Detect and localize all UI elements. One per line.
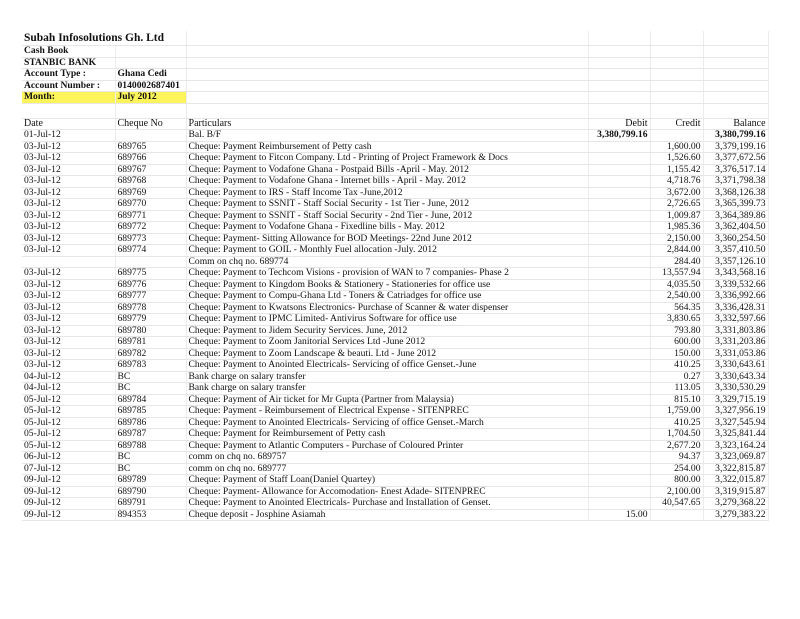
cell-debit — [588, 233, 650, 245]
cell-date: 03-Jul-12 — [22, 222, 115, 234]
cell-date: 05-Jul-12 — [22, 417, 115, 429]
cell-cheque-no: 689790 — [115, 486, 186, 498]
cell-credit — [650, 130, 703, 142]
cell-balance: 3,279,368.22 — [703, 498, 768, 510]
cell-cheque-no: 689787 — [115, 429, 186, 441]
cell-debit — [588, 279, 650, 291]
cell-date: 03-Jul-12 — [22, 302, 115, 314]
table-row — [22, 417, 768, 429]
cell-credit: 2,150.00 — [650, 233, 703, 245]
cell-date: 03-Jul-12 — [22, 314, 115, 326]
cell-debit — [588, 486, 650, 498]
table-row — [22, 360, 768, 372]
cell-cheque-no: 689766 — [115, 153, 186, 165]
table-row — [22, 394, 768, 406]
cell-debit — [588, 245, 650, 257]
table-row — [22, 187, 768, 199]
column-header-debit: Debit — [588, 118, 650, 130]
cell-date: 05-Jul-12 — [22, 406, 115, 418]
cell-credit: 1,759.00 — [650, 406, 703, 418]
cell-debit — [588, 210, 650, 222]
cell-credit: 254.00 — [650, 463, 703, 475]
transaction-rows — [22, 130, 768, 521]
cell-date: 07-Jul-12 — [22, 463, 115, 475]
cell-particulars: Cheque: Payment to Vodafone Ghana - Postpaid Bills -April - May. 2012 — [186, 164, 588, 176]
column-header-cheque: Cheque No — [115, 118, 186, 130]
cell-credit: 2,844.00 — [650, 245, 703, 257]
cell-balance: 3,322,015.87 — [703, 475, 768, 487]
cell-cheque-no: 689782 — [115, 348, 186, 360]
cell-balance: 3,331,053.86 — [703, 348, 768, 360]
cash-book-table — [22, 31, 769, 521]
cell-debit — [588, 302, 650, 314]
cell-particulars: Cheque: Payment to Vodafone Ghana - Fixedline bills - May. 2012 — [186, 222, 588, 234]
cell-particulars: Cheque: Payment to Compu-Ghana Ltd - Toners & Catriadges for office use — [186, 291, 588, 303]
cell-debit — [588, 440, 650, 452]
cell-balance: 3,371,798.38 — [703, 176, 768, 188]
column-header-credit: Credit — [650, 118, 703, 130]
cell-particulars: Cheque: Payment to Zoom Landscape & beauti. Ltd - June 2012 — [186, 348, 588, 360]
cell-cheque-no: 689771 — [115, 210, 186, 222]
cell-credit: 1,704.50 — [650, 429, 703, 441]
cell-credit: 793.80 — [650, 325, 703, 337]
cell-credit: 1,600.00 — [650, 141, 703, 153]
table-row — [22, 509, 768, 521]
cell-date: 03-Jul-12 — [22, 210, 115, 222]
table-row — [22, 291, 768, 303]
cell-cheque-no: 689780 — [115, 325, 186, 337]
cell-cheque-no: 689786 — [115, 417, 186, 429]
table-row — [22, 176, 768, 188]
table-row — [22, 164, 768, 176]
cell-particulars: Cheque: Payment to Anointed Electricals- Servicing of office Genset.-March — [186, 417, 588, 429]
cell-particulars: Cheque: Payment to GOIL - Monthly Fuel allocation -July. 2012 — [186, 245, 588, 257]
cell-cheque-no: 689778 — [115, 302, 186, 314]
cell-balance: 3,368,126.38 — [703, 187, 768, 199]
cell-credit: 815.10 — [650, 394, 703, 406]
cell-credit: 2,100.00 — [650, 486, 703, 498]
cell-cheque-no: 689767 — [115, 164, 186, 176]
cell-cheque-no: 689768 — [115, 176, 186, 188]
cell-date: 03-Jul-12 — [22, 360, 115, 372]
cell-cheque-no — [115, 130, 186, 142]
cell-debit — [588, 383, 650, 395]
cell-credit: 1,009.87 — [650, 210, 703, 222]
cell-cheque-no — [115, 256, 186, 268]
cell-cheque-no: 689774 — [115, 245, 186, 257]
cell-credit: 410.25 — [650, 417, 703, 429]
cell-date: 03-Jul-12 — [22, 141, 115, 153]
table-row — [22, 337, 768, 349]
cell-credit: 1,526.60 — [650, 153, 703, 165]
cell-cheque-no: 689777 — [115, 291, 186, 303]
cell-debit — [588, 498, 650, 510]
cell-credit — [650, 509, 703, 521]
cell-balance: 3,323,069.87 — [703, 452, 768, 464]
cell-cheque-no: 689781 — [115, 337, 186, 349]
cell-date: 03-Jul-12 — [22, 245, 115, 257]
table-row — [22, 222, 768, 234]
table-row — [22, 463, 768, 475]
cell-date: 03-Jul-12 — [22, 291, 115, 303]
table-row — [22, 199, 768, 211]
cell-debit — [588, 164, 650, 176]
cell-credit: 284.40 — [650, 256, 703, 268]
cell-date: 05-Jul-12 — [22, 440, 115, 452]
cell-credit: 2,677.20 — [650, 440, 703, 452]
cell-particulars: Cheque: Payment- Sitting Allowance for BOD Meetings- 22nd June 2012 — [186, 233, 588, 245]
table-row — [22, 486, 768, 498]
cell-particulars: Cheque: Payment- Allowance for Accomodation- Enest Adade- SITENPREC — [186, 486, 588, 498]
cell-balance: 3,380,799.16 — [703, 130, 768, 142]
cell-credit: 1,155.42 — [650, 164, 703, 176]
cell-debit: 3,380,799.16 — [588, 130, 650, 142]
cell-credit: 2,540.00 — [650, 291, 703, 303]
cell-balance: 3,379,199.16 — [703, 141, 768, 153]
cell-credit: 4,718.76 — [650, 176, 703, 188]
cell-credit: 600.00 — [650, 337, 703, 349]
cell-particulars: Cheque: Payment to SSNIT - Staff Social Security - 2nd Tier - June, 2012 — [186, 210, 588, 222]
account-number-label: Account Number : — [22, 80, 115, 92]
cell-balance: 3,376,517.14 — [703, 164, 768, 176]
table-row — [22, 498, 768, 510]
cell-particulars: Cheque: Payment - Reimbursement of Electrical Expense - SITENPREC — [186, 406, 588, 418]
cell-balance: 3,323,164.24 — [703, 440, 768, 452]
cell-cheque-no: 689789 — [115, 475, 186, 487]
cell-debit — [588, 360, 650, 372]
cell-particulars: Cheque: Payment to Anointed Electricals- Servicing of office Genset.-June — [186, 360, 588, 372]
cell-date: 03-Jul-12 — [22, 337, 115, 349]
table-row — [22, 314, 768, 326]
cell-date: 05-Jul-12 — [22, 394, 115, 406]
cell-cheque-no: 689783 — [115, 360, 186, 372]
cell-date: 03-Jul-12 — [22, 279, 115, 291]
cell-cheque-no: BC — [115, 463, 186, 475]
cell-credit: 3,672.00 — [650, 187, 703, 199]
cell-cheque-no: 689772 — [115, 222, 186, 234]
cell-credit: 94.37 — [650, 452, 703, 464]
cell-credit: 0.27 — [650, 371, 703, 383]
cell-date: 03-Jul-12 — [22, 153, 115, 165]
table-row — [22, 210, 768, 222]
cell-debit — [588, 176, 650, 188]
cell-date: 03-Jul-12 — [22, 187, 115, 199]
cell-debit — [588, 199, 650, 211]
table-row — [22, 348, 768, 360]
cell-balance: 3,357,410.50 — [703, 245, 768, 257]
cell-debit — [588, 291, 650, 303]
cell-date: 03-Jul-12 — [22, 348, 115, 360]
table-row — [22, 245, 768, 257]
cell-particulars: Cheque deposit - Josphine Asiamah — [186, 509, 588, 521]
cell-balance: 3,364,389.86 — [703, 210, 768, 222]
table-row — [22, 383, 768, 395]
cell-credit: 4,035.50 — [650, 279, 703, 291]
cell-debit — [588, 256, 650, 268]
column-header-particulars: Particulars — [186, 118, 588, 130]
cell-cheque-no: 689773 — [115, 233, 186, 245]
cell-debit — [588, 463, 650, 475]
cell-balance: 3,336,428.31 — [703, 302, 768, 314]
cell-debit — [588, 268, 650, 280]
cell-balance: 3,325,841.44 — [703, 429, 768, 441]
cell-credit: 800.00 — [650, 475, 703, 487]
bank-name: STANBIC BANK — [22, 57, 115, 69]
table-row — [22, 130, 768, 142]
cell-debit — [588, 222, 650, 234]
table-row — [22, 429, 768, 441]
cell-date: 09-Jul-12 — [22, 486, 115, 498]
cell-debit — [588, 417, 650, 429]
cell-balance: 3,330,643.34 — [703, 371, 768, 383]
cell-date: 01-Jul-12 — [22, 130, 115, 142]
cell-balance: 3,360,254.50 — [703, 233, 768, 245]
cell-particulars: Cheque: Payment to Kingdom Books & Stationery - Stationeries for office use — [186, 279, 588, 291]
cell-balance: 3,322,815.87 — [703, 463, 768, 475]
cell-debit — [588, 187, 650, 199]
cell-particulars: Bank charge on salary transfer — [186, 383, 588, 395]
table-row — [22, 406, 768, 418]
cell-date: 05-Jul-12 — [22, 429, 115, 441]
cell-particulars: Cheque: Payment to Jidem Security Services. June, 2012 — [186, 325, 588, 337]
cell-date: 03-Jul-12 — [22, 176, 115, 188]
cell-particulars: Cheque: Payment Reimbursement of Petty cash — [186, 141, 588, 153]
cell-credit: 564.35 — [650, 302, 703, 314]
cell-debit — [588, 394, 650, 406]
cell-particulars: Cheque: Payment of Air ticket for Mr Gupta (Partner from Malaysia) — [186, 394, 588, 406]
cell-particulars: Cheque: Payment to Zoom Janitorial Services Ltd -June 2012 — [186, 337, 588, 349]
cell-date: 03-Jul-12 — [22, 268, 115, 280]
cell-debit — [588, 325, 650, 337]
cell-balance: 3,319,915.87 — [703, 486, 768, 498]
cell-date: 06-Jul-12 — [22, 452, 115, 464]
cell-credit: 13,557.94 — [650, 268, 703, 280]
cell-balance: 3,357,126.10 — [703, 256, 768, 268]
table-row — [22, 302, 768, 314]
cell-cheque-no: 689775 — [115, 268, 186, 280]
cell-cheque-no: 689765 — [115, 141, 186, 153]
cell-balance: 3,327,956.19 — [703, 406, 768, 418]
cell-date: 03-Jul-12 — [22, 199, 115, 211]
cell-cheque-no: 689770 — [115, 199, 186, 211]
cell-credit: 1,985.36 — [650, 222, 703, 234]
cell-credit: 2,726.65 — [650, 199, 703, 211]
cell-particulars: comm on chq no. 689757 — [186, 452, 588, 464]
cell-date: 03-Jul-12 — [22, 233, 115, 245]
cell-cheque-no: 689779 — [115, 314, 186, 326]
cell-cheque-no: 689788 — [115, 440, 186, 452]
cell-balance: 3,331,803.86 — [703, 325, 768, 337]
cell-date: 09-Jul-12 — [22, 498, 115, 510]
cell-balance: 3,329,715.19 — [703, 394, 768, 406]
cell-cheque-no: 689776 — [115, 279, 186, 291]
cell-debit — [588, 314, 650, 326]
column-header-balance: Balance — [703, 118, 768, 130]
cell-balance: 3,327,545.94 — [703, 417, 768, 429]
cell-cheque-no: 894353 — [115, 509, 186, 521]
cell-particulars: Cheque: Payment to Atlantic Computers - Purchase of Coloured Printer — [186, 440, 588, 452]
cell-particulars: Cheque: Payment to IPMC Limited- Antivirus Software for office use — [186, 314, 588, 326]
cell-debit — [588, 406, 650, 418]
cell-balance: 3,331,203.86 — [703, 337, 768, 349]
cell-balance: 3,377,672.56 — [703, 153, 768, 165]
cell-credit: 410.25 — [650, 360, 703, 372]
table-row — [22, 279, 768, 291]
cell-cheque-no: 689785 — [115, 406, 186, 418]
cell-date: 03-Jul-12 — [22, 164, 115, 176]
cell-cheque-no: 689784 — [115, 394, 186, 406]
cell-credit: 150.00 — [650, 348, 703, 360]
table-row — [22, 256, 768, 268]
cell-date: 04-Jul-12 — [22, 383, 115, 395]
cell-cheque-no: BC — [115, 452, 186, 464]
cell-cheque-no: 689769 — [115, 187, 186, 199]
cell-debit: 15.00 — [588, 509, 650, 521]
table-row — [22, 371, 768, 383]
cell-date: 03-Jul-12 — [22, 325, 115, 337]
cell-debit — [588, 452, 650, 464]
cell-cheque-no: 689791 — [115, 498, 186, 510]
table-row — [22, 153, 768, 165]
cell-debit — [588, 429, 650, 441]
cell-particulars: Comm on chq no. 689774 — [186, 256, 588, 268]
cell-balance: 3,330,643.61 — [703, 360, 768, 372]
cell-balance: 3,362,404.50 — [703, 222, 768, 234]
column-header-date: Date — [22, 118, 115, 130]
cell-balance: 3,365,399.73 — [703, 199, 768, 211]
book-name: Cash Book — [22, 46, 115, 58]
cell-cheque-no: BC — [115, 371, 186, 383]
cell-debit — [588, 475, 650, 487]
cash-book-sheet — [22, 31, 768, 521]
cell-debit — [588, 153, 650, 165]
table-row — [22, 325, 768, 337]
cell-debit — [588, 141, 650, 153]
table-row — [22, 475, 768, 487]
table-row — [22, 141, 768, 153]
cell-particulars: Bal. B/F — [186, 130, 588, 142]
cell-debit — [588, 348, 650, 360]
cell-balance: 3,339,532.66 — [703, 279, 768, 291]
cell-particulars: Cheque: Payment to Anointed Electricals- Purchase and Installation of Genset. — [186, 498, 588, 510]
cell-particulars: Cheque: Payment to Techcom Visions - provision of WAN to 7 companies- Phase 2 — [186, 268, 588, 280]
account-type-value: Ghana Cedi — [115, 69, 186, 81]
cell-date: 09-Jul-12 — [22, 475, 115, 487]
account-number-value: 0140002687401 — [115, 80, 186, 92]
cell-particulars: Cheque: Payment to Kwatsons Electronics- Purchase of Scanner & water dispenser — [186, 302, 588, 314]
cell-balance: 3,332,597.66 — [703, 314, 768, 326]
cell-particulars: Cheque: Payment to Fitcon Company. Ltd - Printing of Project Framework & Docs — [186, 153, 588, 165]
account-type-label: Account Type : — [22, 69, 115, 81]
company-name: Subah Infosolutions Gh. Ltd — [22, 31, 186, 46]
month-label: Month: — [22, 92, 115, 104]
cell-balance: 3,330,530.29 — [703, 383, 768, 395]
cell-balance: 3,343,568.16 — [703, 268, 768, 280]
cell-particulars: Cheque: Payment to Vodafone Ghana - Internet bills - April - May. 2012 — [186, 176, 588, 188]
cell-date — [22, 256, 115, 268]
table-row — [22, 233, 768, 245]
cell-debit — [588, 337, 650, 349]
month-value: July 2012 — [115, 92, 186, 104]
table-row — [22, 268, 768, 280]
cell-cheque-no: BC — [115, 383, 186, 395]
cell-credit: 113.05 — [650, 383, 703, 395]
cell-debit — [588, 371, 650, 383]
cell-particulars: Cheque: Payment to SSNIT - Staff Social Security - 1st Tier - June, 2012 — [186, 199, 588, 211]
cell-credit: 3,830.65 — [650, 314, 703, 326]
cell-date: 04-Jul-12 — [22, 371, 115, 383]
cell-date: 09-Jul-12 — [22, 509, 115, 521]
cell-balance: 3,279,383.22 — [703, 509, 768, 521]
table-row — [22, 440, 768, 452]
cell-particulars: Bank charge on salary transfer — [186, 371, 588, 383]
cell-credit: 40,547.65 — [650, 498, 703, 510]
cell-particulars: Cheque: Payment for Reimbursement of Petty cash — [186, 429, 588, 441]
cell-particulars: Cheque: Payment to IRS - Staff Income Tax -June,2012 — [186, 187, 588, 199]
cell-particulars: Cheque: Payment of Staff Loan(Daniel Quartey) — [186, 475, 588, 487]
cell-balance: 3,336,992.66 — [703, 291, 768, 303]
cell-particulars: comm on chq no. 689777 — [186, 463, 588, 475]
table-row — [22, 452, 768, 464]
